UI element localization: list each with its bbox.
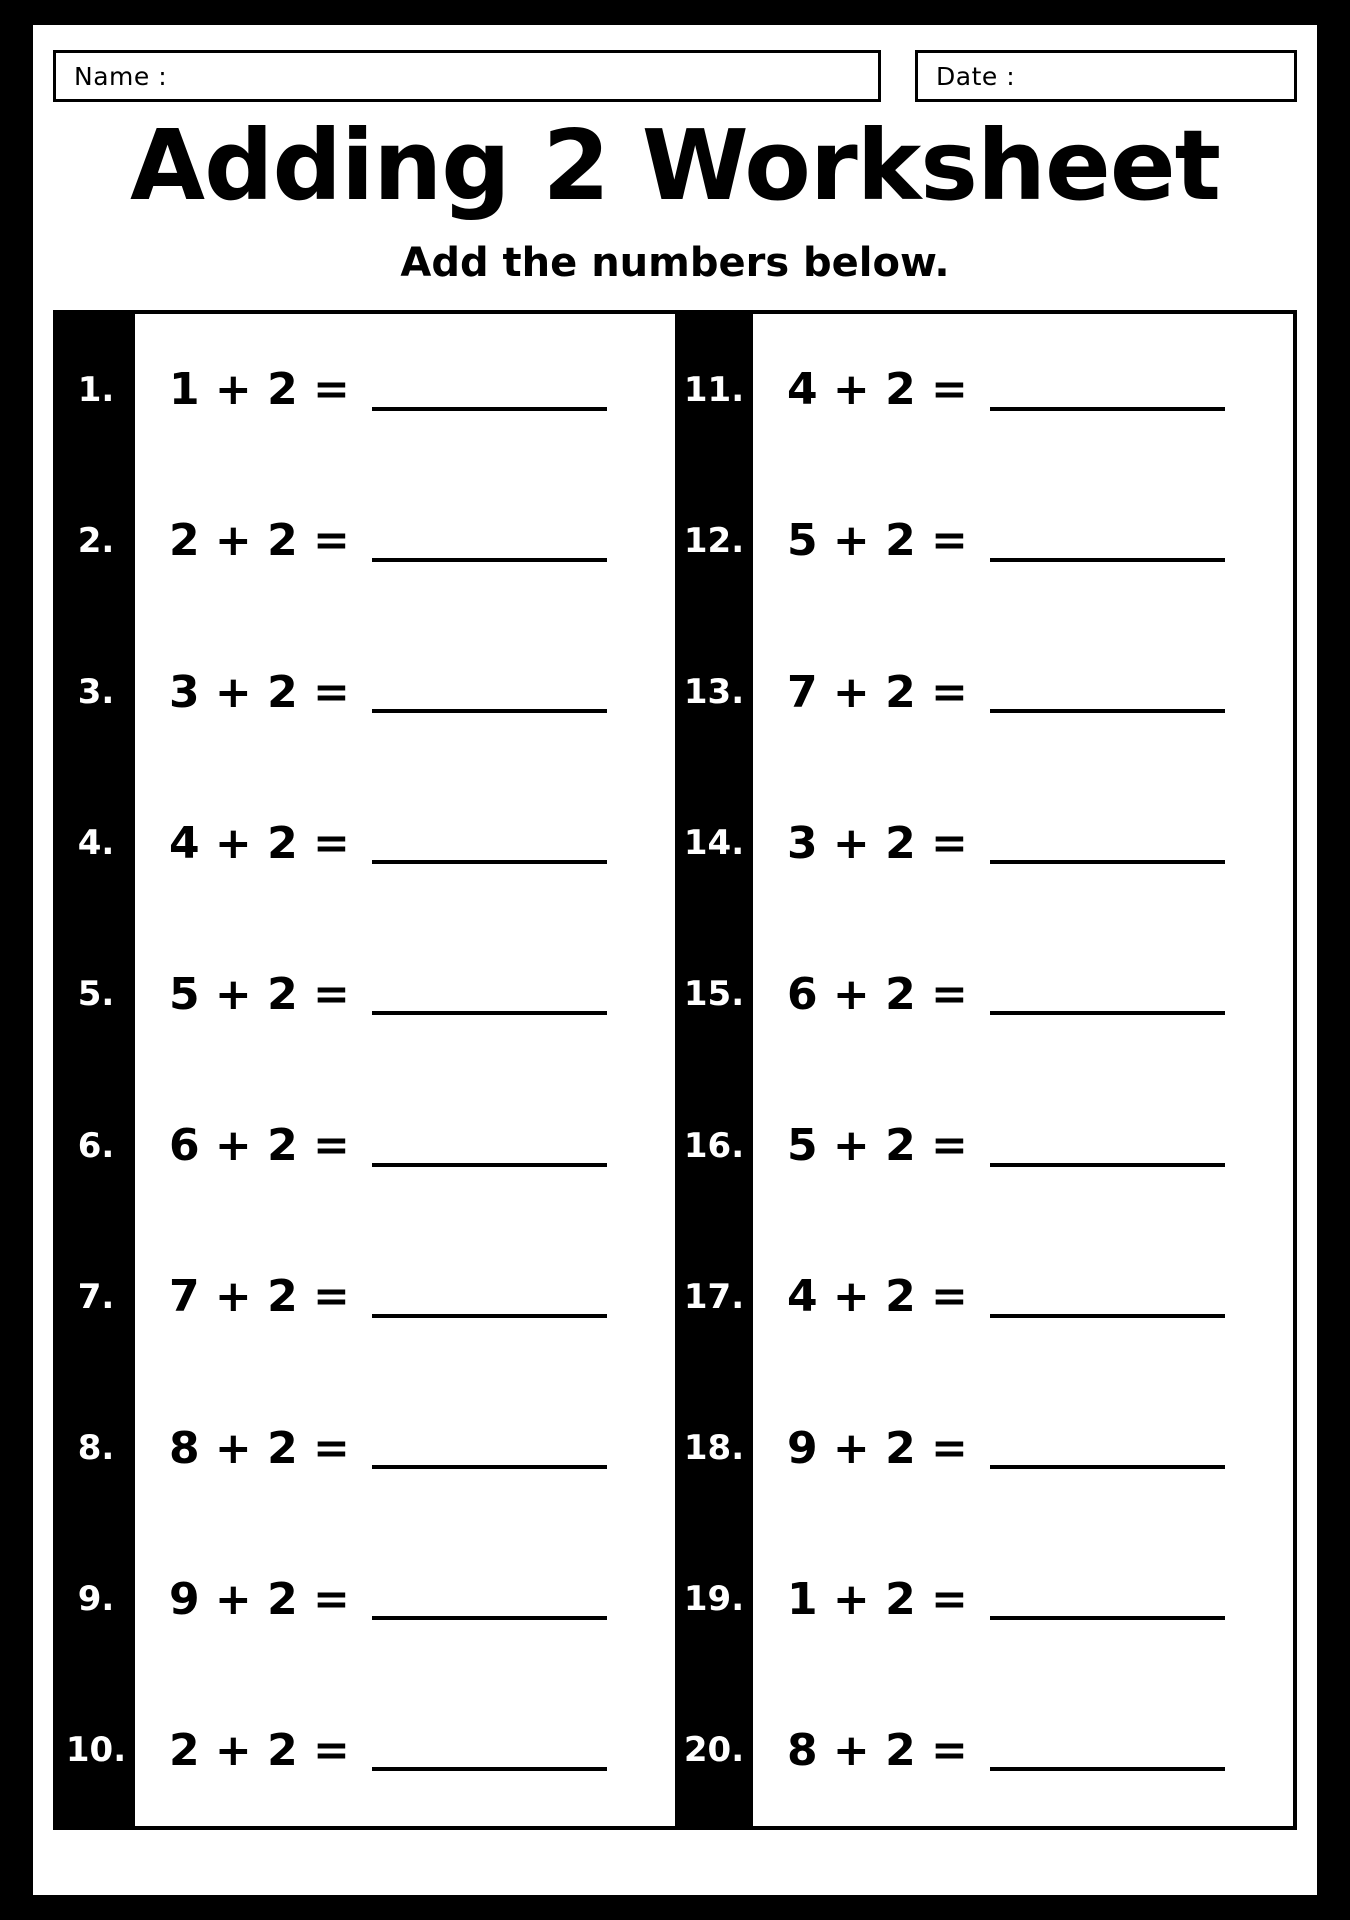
answer-blank[interactable] xyxy=(372,671,607,713)
table-row xyxy=(57,616,675,767)
table-row xyxy=(57,1524,675,1675)
problem-expression-cell xyxy=(135,1070,675,1221)
problem-expression: 3 + 2 = xyxy=(787,817,968,869)
problem-expression: 4 + 2 = xyxy=(169,817,350,869)
problem-expression: 7 + 2 = xyxy=(169,1271,350,1323)
table-row xyxy=(675,1372,1293,1523)
problem-number: 13. xyxy=(675,616,753,767)
problem-expression-cell xyxy=(135,919,675,1070)
problem-expression: 1 + 2 = xyxy=(169,364,350,416)
problems-panel xyxy=(53,310,1297,1830)
table-row xyxy=(57,1372,675,1523)
answer-blank[interactable] xyxy=(990,1578,1225,1620)
table-row xyxy=(57,1221,675,1372)
problem-expression: 2 + 2 = xyxy=(169,515,350,567)
name-field[interactable] xyxy=(53,50,881,102)
problem-expression-cell xyxy=(753,314,1293,465)
problem-number: 15. xyxy=(675,919,753,1070)
date-label: Date : xyxy=(936,61,1016,91)
problem-expression: 3 + 2 = xyxy=(169,666,350,718)
problem-expression: 7 + 2 = xyxy=(787,666,968,718)
answer-blank[interactable] xyxy=(990,822,1225,864)
problem-expression-cell xyxy=(753,616,1293,767)
table-row xyxy=(675,1070,1293,1221)
table-row xyxy=(57,465,675,616)
problems-column-right xyxy=(675,314,1293,1826)
page-title: Adding 2 Worksheet xyxy=(130,109,1220,222)
problem-expression-cell xyxy=(753,919,1293,1070)
name-label: Name : xyxy=(74,61,168,91)
date-field[interactable] xyxy=(915,50,1297,102)
problem-expression: 4 + 2 = xyxy=(787,364,968,416)
answer-blank[interactable] xyxy=(372,1427,607,1469)
problem-expression-cell xyxy=(135,465,675,616)
problem-expression: 4 + 2 = xyxy=(787,1271,968,1323)
answer-blank[interactable] xyxy=(990,671,1225,713)
page-subtitle: Add the numbers below. xyxy=(400,240,950,286)
table-row xyxy=(675,919,1293,1070)
table-row xyxy=(675,1221,1293,1372)
table-row xyxy=(675,465,1293,616)
problem-expression-cell xyxy=(135,1372,675,1523)
problem-expression: 5 + 2 = xyxy=(787,1120,968,1172)
problem-number: 19. xyxy=(675,1524,753,1675)
header-fields xyxy=(53,50,1297,102)
answer-blank[interactable] xyxy=(990,1276,1225,1318)
problem-number: 4. xyxy=(57,768,135,919)
problem-expression: 8 + 2 = xyxy=(787,1724,968,1776)
table-row xyxy=(675,768,1293,919)
problem-expression: 6 + 2 = xyxy=(787,968,968,1020)
table-row xyxy=(57,1675,675,1826)
problem-expression: 6 + 2 = xyxy=(169,1120,350,1172)
problem-number: 11. xyxy=(675,314,753,465)
answer-blank[interactable] xyxy=(990,1729,1225,1771)
problem-expression: 9 + 2 = xyxy=(169,1573,350,1625)
answer-blank[interactable] xyxy=(990,369,1225,411)
problem-expression: 1 + 2 = xyxy=(787,1573,968,1625)
table-row xyxy=(675,314,1293,465)
problem-expression-cell xyxy=(135,768,675,919)
answer-blank[interactable] xyxy=(372,822,607,864)
answer-blank[interactable] xyxy=(990,1125,1225,1167)
answer-blank[interactable] xyxy=(372,1578,607,1620)
problem-expression-cell xyxy=(753,1372,1293,1523)
answer-blank[interactable] xyxy=(372,1276,607,1318)
problem-expression-cell xyxy=(753,768,1293,919)
problem-expression-cell xyxy=(753,1221,1293,1372)
problem-expression-cell xyxy=(135,1221,675,1372)
problem-number: 10. xyxy=(57,1675,135,1826)
table-row xyxy=(57,1070,675,1221)
problem-number: 6. xyxy=(57,1070,135,1221)
problem-number: 20. xyxy=(675,1675,753,1826)
problem-number: 18. xyxy=(675,1372,753,1523)
problem-number: 7. xyxy=(57,1221,135,1372)
problem-number: 14. xyxy=(675,768,753,919)
answer-blank[interactable] xyxy=(990,520,1225,562)
problem-number: 3. xyxy=(57,616,135,767)
table-row xyxy=(57,314,675,465)
table-row xyxy=(57,919,675,1070)
answer-blank[interactable] xyxy=(990,973,1225,1015)
problem-number: 2. xyxy=(57,465,135,616)
problem-number: 1. xyxy=(57,314,135,465)
problem-number: 5. xyxy=(57,919,135,1070)
problem-expression-cell xyxy=(753,1524,1293,1675)
problem-expression: 9 + 2 = xyxy=(787,1422,968,1474)
table-row xyxy=(675,616,1293,767)
answer-blank[interactable] xyxy=(372,1125,607,1167)
problem-expression: 5 + 2 = xyxy=(787,515,968,567)
answer-blank[interactable] xyxy=(372,369,607,411)
problem-expression-cell xyxy=(135,1675,675,1826)
problem-number: 16. xyxy=(675,1070,753,1221)
problem-number: 12. xyxy=(675,465,753,616)
table-row xyxy=(57,768,675,919)
problem-expression-cell xyxy=(135,1524,675,1675)
problem-expression-cell xyxy=(135,314,675,465)
answer-blank[interactable] xyxy=(990,1427,1225,1469)
problem-expression-cell xyxy=(753,1675,1293,1826)
problem-expression-cell xyxy=(753,465,1293,616)
problem-expression-cell xyxy=(753,1070,1293,1221)
problem-number: 9. xyxy=(57,1524,135,1675)
problem-expression: 5 + 2 = xyxy=(169,968,350,1020)
table-row xyxy=(675,1675,1293,1826)
answer-blank[interactable] xyxy=(372,520,607,562)
problem-number: 8. xyxy=(57,1372,135,1523)
worksheet-page xyxy=(33,25,1317,1895)
problem-expression: 2 + 2 = xyxy=(169,1724,350,1776)
problems-column-left xyxy=(57,314,675,1826)
problem-number: 17. xyxy=(675,1221,753,1372)
table-row xyxy=(675,1524,1293,1675)
problem-expression: 8 + 2 = xyxy=(169,1422,350,1474)
answer-blank[interactable] xyxy=(372,1729,607,1771)
problem-expression-cell xyxy=(135,616,675,767)
answer-blank[interactable] xyxy=(372,973,607,1015)
